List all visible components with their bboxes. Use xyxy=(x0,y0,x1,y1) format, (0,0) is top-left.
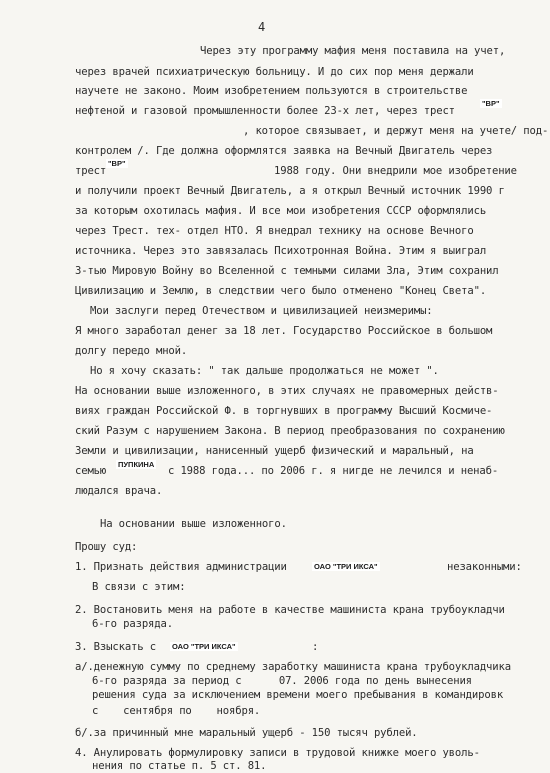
text-line: 6-го разряда. xyxy=(92,618,173,630)
text-line: Мои заслуги перед Отечеством и цивилизацией неизмеримы: xyxy=(90,305,433,317)
text-line: На основании выше изложенного. xyxy=(100,518,287,530)
text-line: людался врача. xyxy=(75,485,163,497)
text-line: 3. Взыскать с xyxy=(75,641,156,653)
text-line: 6-го разряда за период с 07. 2006 года по день вынесения xyxy=(92,675,472,687)
text-line: Цивилизацию и Землю, в следствии чего было отменено "Конец Света". xyxy=(75,285,487,297)
text-line: Прошу суд: xyxy=(75,541,138,553)
text-line: Через эту программу мафия меня поставила на учет, xyxy=(200,45,506,57)
text-line: ский Разум с нарушением Закона. В период преобразования по сохранению xyxy=(75,425,505,437)
text-line: 2. Востановить меня на работе в качестве машиниста крана трубоукладчи xyxy=(75,604,505,616)
text-line: источника. Через это завязалась Психотронная Война. Этим я выиграл xyxy=(75,245,487,257)
text-line: через врачей психиатрическую больницу. И до сих пор меня держали xyxy=(75,66,474,78)
text-line: трест xyxy=(75,165,107,177)
text-line: 3-тью Мировую Войну во Вселенной с темными силами Зла, Этим сохранил xyxy=(75,265,499,277)
text-line: 1988 году. Они внедрили мое изобретение xyxy=(274,165,517,177)
redaction-label-org: ОАО "ТРИ ИКСА" xyxy=(172,642,236,651)
redaction-label-family: ПУПКИНА xyxy=(118,460,155,469)
text-line: 1. Признать действия администрации xyxy=(75,561,287,573)
redaction-label-vr: "ВР" xyxy=(108,159,126,168)
text-line: через Трест. тех- отдел НТО. Я внедрал технику на основе Вечного xyxy=(75,225,474,237)
text-line: с 1988 года... по 2006 г. я нигде не лечился и ненаб- xyxy=(168,465,499,477)
text-line: 4. Анулировать формулировку записи в трудовой книжке моего уволь- xyxy=(75,747,480,759)
text-line: б/.за причинный мне маральный ущерб - 150 тысяч рублей. xyxy=(75,727,418,739)
text-line: Но я хочу сказать: " так дальше продолжаться не может ". xyxy=(90,365,439,377)
text-line: : xyxy=(312,641,319,653)
text-line: долгу передо мной. xyxy=(75,345,188,357)
text-line: Земли и цивилизации, нанисенный ущерб физический и маральный, на xyxy=(75,445,474,457)
redaction-label-vr: "ВР" xyxy=(482,99,500,108)
text-line: решения суда за исключением времени моего пребывания в командировк xyxy=(92,689,504,701)
text-line: В связи с этим: xyxy=(92,581,186,593)
page-number: 4 xyxy=(258,20,266,34)
text-line: а/.денежную сумму по среднему заработку машиниста крана трубоукладчика xyxy=(75,661,511,673)
text-line: научете не законо. Моим изобретением пользуются в строительстве xyxy=(75,85,468,97)
text-line: нефтеной и газовой промышленности более 23-х лет, через трест xyxy=(75,105,455,117)
text-line: На основании выше изложенного, в этих случаях не правомерных действ- xyxy=(75,385,499,397)
text-line: виях граждан Российской Ф. в торгнувших в программу Высший Космиче- xyxy=(75,405,493,417)
text-line: контролем /. Где должна оформлятся заявка на Вечный Двигатель через xyxy=(75,145,493,157)
text-line: семью xyxy=(75,465,107,477)
text-line: за которым охотилась мафия. И все мои изобретения СССР оформлялись xyxy=(75,205,487,217)
text-line: и получили проект Вечный Двигатель, а я открыл Вечный источник 1990 г xyxy=(75,185,505,197)
text-line: , которое связывает, и держут меня на учете/ под- xyxy=(243,125,549,137)
text-line: Я много заработал денег за 18 лет. Государство Российское в большом xyxy=(75,325,493,337)
text-line: с сентября по ноября. xyxy=(92,705,261,717)
text-line: нения по статье п. 5 ст. 81. xyxy=(92,760,267,772)
text-line: незаконными: xyxy=(447,561,522,573)
redaction-label-org: ОАО "ТРИ ИКСА" xyxy=(314,562,378,571)
